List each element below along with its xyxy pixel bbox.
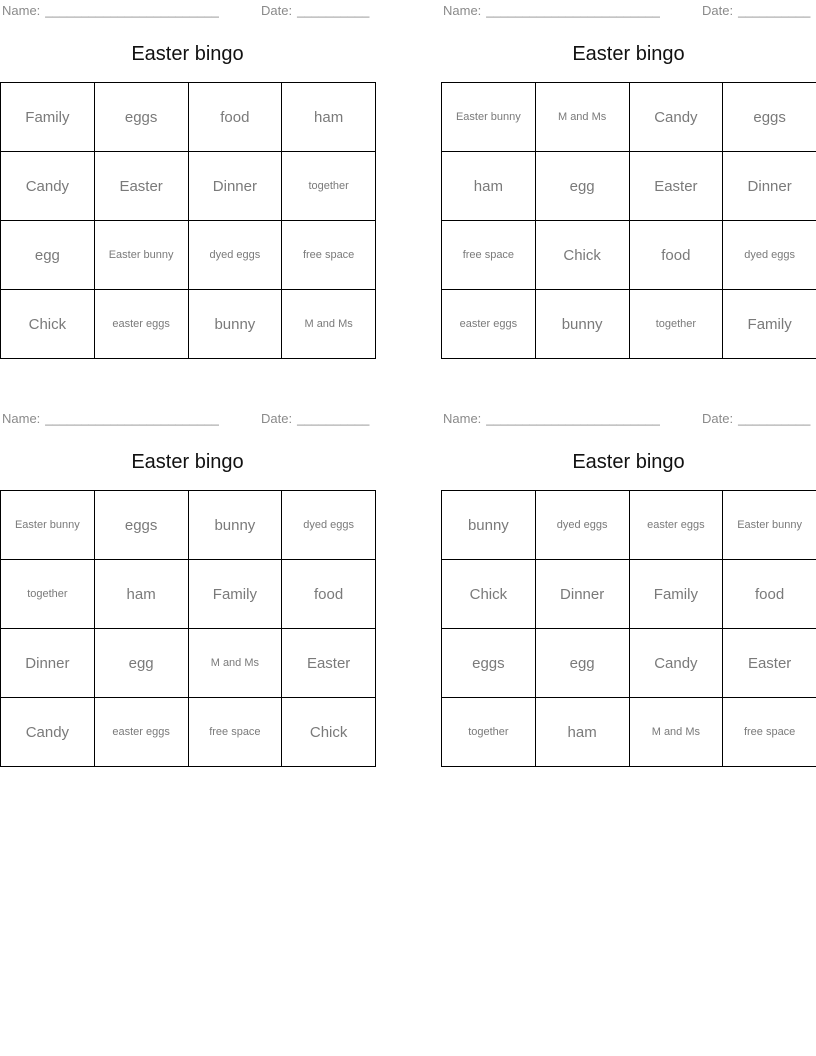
bingo-cell: M and Ms: [535, 83, 629, 152]
bingo-cell: bunny: [188, 491, 282, 560]
bingo-card-top-left: [0, 0, 375, 380]
bingo-cell: eggs: [94, 83, 188, 152]
bingo-card-bottom-right: [441, 408, 816, 788]
bingo-cell: dyed eggs: [282, 491, 376, 560]
bingo-grid-row: [442, 83, 816, 152]
bingo-cell: bunny: [442, 491, 536, 560]
bingo-cell: Easter: [94, 152, 188, 221]
bingo-cell: food: [629, 221, 723, 290]
bingo-grid-row: [442, 629, 816, 698]
bingo-cell: Easter: [282, 629, 376, 698]
bingo-cell: Dinner: [723, 152, 816, 221]
bingo-grid-row: [442, 698, 816, 767]
bingo-grid-row: [1, 83, 376, 152]
bingo-cell: Chick: [442, 560, 536, 629]
date-blank-line: __________: [297, 3, 370, 18]
bingo-cell: easter eggs: [94, 290, 188, 359]
bingo-cell: eggs: [442, 629, 536, 698]
bingo-grid: [441, 490, 816, 767]
bingo-cell: Dinner: [535, 560, 629, 629]
date-blank-line: __________: [297, 411, 370, 426]
bingo-cell: easter eggs: [629, 491, 723, 560]
bingo-cell: food: [188, 83, 282, 152]
bingo-cell: M and Ms: [188, 629, 282, 698]
bingo-cell: Dinner: [188, 152, 282, 221]
card-header: [0, 411, 375, 429]
date-field: [261, 3, 369, 19]
bingo-cell: egg: [535, 629, 629, 698]
bingo-card-bottom-left: [0, 408, 375, 788]
bingo-cell: Easter: [629, 152, 723, 221]
date-field: [702, 3, 810, 19]
bingo-cell: Chick: [535, 221, 629, 290]
bingo-cell: food: [282, 560, 376, 629]
bingo-grid-row: [442, 491, 816, 560]
bingo-cell: together: [629, 290, 723, 359]
bingo-cell: together: [282, 152, 376, 221]
bingo-cell: Easter: [723, 629, 816, 698]
bingo-grid-row: [1, 560, 376, 629]
bingo-cell: easter eggs: [442, 290, 536, 359]
bingo-cell: free space: [442, 221, 536, 290]
bingo-cell: eggs: [723, 83, 816, 152]
bingo-cell: Dinner: [1, 629, 95, 698]
bingo-cell: Chick: [282, 698, 376, 767]
bingo-cell: together: [1, 560, 95, 629]
bingo-grid-row: [1, 629, 376, 698]
bingo-cell: Family: [188, 560, 282, 629]
card-title: Easter bingo: [131, 451, 244, 473]
bingo-cell: Chick: [1, 290, 95, 359]
name-blank-line: ________________________: [45, 411, 219, 426]
name-label: Name:: [2, 411, 41, 426]
bingo-cell: bunny: [188, 290, 282, 359]
date-label: Date:: [261, 3, 293, 18]
card-title: Easter bingo: [572, 43, 685, 65]
date-blank-line: __________: [738, 3, 811, 18]
bingo-grid: [441, 82, 816, 359]
card-header: [441, 411, 816, 429]
bingo-cell: Easter bunny: [442, 83, 536, 152]
name-blank-line: ________________________: [486, 411, 660, 426]
bingo-grid-row: [1, 491, 376, 560]
bingo-card-top-right: [441, 0, 816, 380]
bingo-cell: eggs: [94, 491, 188, 560]
bingo-cell: free space: [282, 221, 376, 290]
bingo-cell: together: [442, 698, 536, 767]
bingo-cell: Easter bunny: [1, 491, 95, 560]
bingo-cell: egg: [535, 152, 629, 221]
bingo-cell: Easter bunny: [723, 491, 816, 560]
bingo-cell: ham: [442, 152, 536, 221]
bingo-cell: food: [723, 560, 816, 629]
bingo-grid-row: [442, 560, 816, 629]
bingo-cell: ham: [535, 698, 629, 767]
bingo-grid-row: [442, 152, 816, 221]
bingo-cell: bunny: [535, 290, 629, 359]
name-blank-line: ________________________: [486, 3, 660, 18]
date-field: [702, 411, 810, 427]
bingo-cell: Candy: [1, 152, 95, 221]
bingo-cell: ham: [282, 83, 376, 152]
name-field: [2, 3, 219, 19]
name-field: [443, 3, 660, 19]
bingo-cell: Family: [629, 560, 723, 629]
bingo-grid-row: [442, 221, 816, 290]
bingo-grid: [0, 490, 376, 767]
bingo-grid-row: [1, 290, 376, 359]
date-label: Date:: [702, 411, 734, 426]
bingo-cell: dyed eggs: [188, 221, 282, 290]
name-blank-line: ________________________: [45, 3, 219, 18]
name-label: Name:: [2, 3, 41, 18]
bingo-cell: Candy: [1, 698, 95, 767]
bingo-cell: Family: [723, 290, 816, 359]
date-field: [261, 411, 369, 427]
card-title: Easter bingo: [131, 43, 244, 65]
date-blank-line: __________: [738, 411, 811, 426]
date-label: Date:: [261, 411, 293, 426]
card-title: Easter bingo: [572, 451, 685, 473]
bingo-cell: dyed eggs: [723, 221, 816, 290]
bingo-grid-row: [1, 221, 376, 290]
bingo-cell: Candy: [629, 83, 723, 152]
name-field: [2, 411, 219, 427]
card-header: [441, 3, 816, 21]
bingo-cell: easter eggs: [94, 698, 188, 767]
name-label: Name:: [443, 3, 482, 18]
bingo-cell: dyed eggs: [535, 491, 629, 560]
bingo-grid-row: [1, 698, 376, 767]
bingo-cell: M and Ms: [282, 290, 376, 359]
bingo-cell: ham: [94, 560, 188, 629]
bingo-grid: [0, 82, 376, 359]
bingo-cell: free space: [188, 698, 282, 767]
date-label: Date:: [702, 3, 734, 18]
bingo-cell: egg: [1, 221, 95, 290]
name-label: Name:: [443, 411, 482, 426]
bingo-cell: free space: [723, 698, 816, 767]
name-field: [443, 411, 660, 427]
bingo-cell: Family: [1, 83, 95, 152]
card-header: [0, 3, 375, 21]
bingo-cell: Easter bunny: [94, 221, 188, 290]
bingo-cell: M and Ms: [629, 698, 723, 767]
bingo-cell: Candy: [629, 629, 723, 698]
bingo-grid-row: [442, 290, 816, 359]
bingo-grid-row: [1, 152, 376, 221]
bingo-cell: egg: [94, 629, 188, 698]
